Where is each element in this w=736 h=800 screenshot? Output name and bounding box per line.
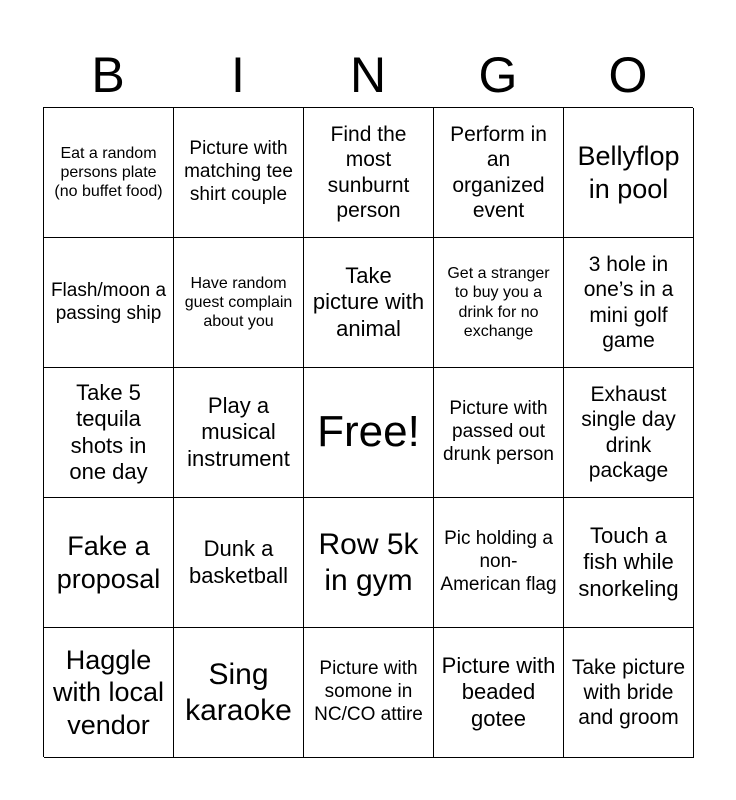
bingo-cell[interactable]: Take 5 tequila shots in one day (44, 368, 174, 498)
bingo-cell[interactable]: Dunk a basketball (174, 498, 304, 628)
bingo-cell[interactable]: Picture with passed out drunk person (434, 368, 564, 498)
bingo-cell[interactable]: Haggle with local vendor (44, 628, 174, 758)
bingo-cell[interactable]: Touch a fish while snorkeling (564, 498, 694, 628)
bingo-cell[interactable]: Bellyflop in pool (564, 108, 694, 238)
bingo-header (43, 44, 693, 106)
bingo-cell[interactable]: 3 hole in one’s in a mini golf game (564, 238, 694, 368)
bingo-cell[interactable]: Sing karaoke (174, 628, 304, 758)
bingo-cell[interactable]: Pic holding a non-American flag (434, 498, 564, 628)
free-space-cell[interactable]: Free! (304, 368, 434, 498)
bingo-cell[interactable]: Row 5k in gym (304, 498, 434, 628)
bingo-cell[interactable]: Play a musical instrument (174, 368, 304, 498)
header-letter-g: G (478, 47, 518, 103)
bingo-cell[interactable]: Take picture with bride and groom (564, 628, 694, 758)
bingo-cell[interactable]: Take picture with animal (304, 238, 434, 368)
bingo-cell[interactable]: Picture with matching tee shirt couple (174, 108, 304, 238)
bingo-board (43, 107, 693, 757)
bingo-cell[interactable]: Exhaust single day drink package (564, 368, 694, 498)
bingo-cell[interactable]: Perform in an organized event (434, 108, 564, 238)
bingo-cell[interactable]: Have random guest complain about you (174, 238, 304, 368)
header-letter-n: N (349, 47, 387, 103)
header-letter-i: I (231, 47, 245, 103)
bingo-cell[interactable]: Picture with somone in NC/CO attire (304, 628, 434, 758)
bingo-cell[interactable]: Find the most sunburnt person (304, 108, 434, 238)
header-letter-o: O (608, 47, 648, 103)
bingo-cell[interactable]: Picture with beaded gotee (434, 628, 564, 758)
bingo-cell[interactable]: Eat a random persons plate (no buffet food) (44, 108, 174, 238)
bingo-cell[interactable]: Get a stranger to buy you a drink for no exchange (434, 238, 564, 368)
bingo-cell[interactable]: Fake a proposal (44, 498, 174, 628)
bingo-cell[interactable]: Flash/moon a passing ship (44, 238, 174, 368)
header-letter-b: B (91, 47, 125, 103)
